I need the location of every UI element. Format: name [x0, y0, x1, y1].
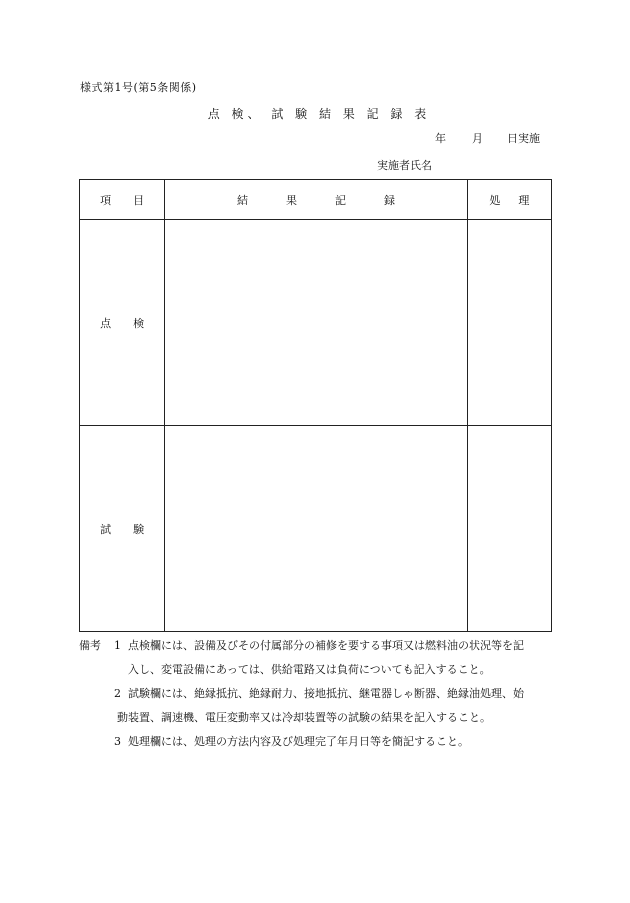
date-year-label: 年 [435, 132, 446, 145]
cell-test-action[interactable] [467, 426, 551, 632]
note-number: 3 [114, 735, 121, 748]
note-item [79, 634, 554, 682]
note-line: 試験欄には、絶縁抵抗、絶縁耐力、接地抵抗、継電器しゃ断器、絶縁油処理、始 [128, 687, 524, 700]
note-number: 2 [114, 687, 121, 700]
form-number-label: 様式第1号(第5条関係) [80, 81, 197, 94]
implementer-name-label: 実施者氏名 [377, 159, 432, 172]
table-row-inspection [80, 220, 552, 426]
test-item-label: 試験 [100, 522, 167, 536]
cell-inspection-item [80, 220, 165, 426]
header-item [80, 180, 165, 220]
date-month-label: 月 [472, 132, 483, 145]
note-line: 点検欄には、設備及びその付属部分の補修を要する事項又は燃料油の状況等を記 [128, 639, 524, 652]
cell-test-item [80, 426, 165, 632]
notes-heading: 備考 [79, 639, 101, 652]
note-number: 1 [114, 639, 121, 652]
cell-inspection-action[interactable] [467, 220, 551, 426]
note-line: 入し、変電設備にあっては、供給電路又は負荷についても記入すること。 [128, 663, 491, 676]
record-table [79, 179, 552, 632]
note-item [79, 682, 554, 730]
header-result-label: 結果記録 [236, 193, 433, 207]
inspection-item-label: 点検 [100, 316, 167, 330]
cell-test-result[interactable] [165, 426, 468, 632]
header-action-label: 処理 [489, 193, 548, 207]
document-title: 点 検、 試 験 結 果 記 録 表 [207, 107, 431, 121]
notes-section [79, 634, 554, 754]
header-item-label: 項目 [100, 193, 167, 207]
table-row-test [80, 426, 552, 632]
date-day-performed-label: 日実施 [507, 132, 540, 145]
cell-inspection-result[interactable] [165, 220, 468, 426]
header-action [467, 180, 551, 220]
note-item [79, 730, 554, 754]
note-line: 処理欄には、処理の方法内容及び処理完了年月日等を簡記すること。 [128, 735, 469, 748]
date-line [0, 130, 630, 146]
note-line: 動装置、調速機、電圧変動率又は冷却装置等の試験の結果を記入すること。 [117, 711, 491, 724]
table-header-row [80, 180, 552, 220]
header-result [165, 180, 468, 220]
